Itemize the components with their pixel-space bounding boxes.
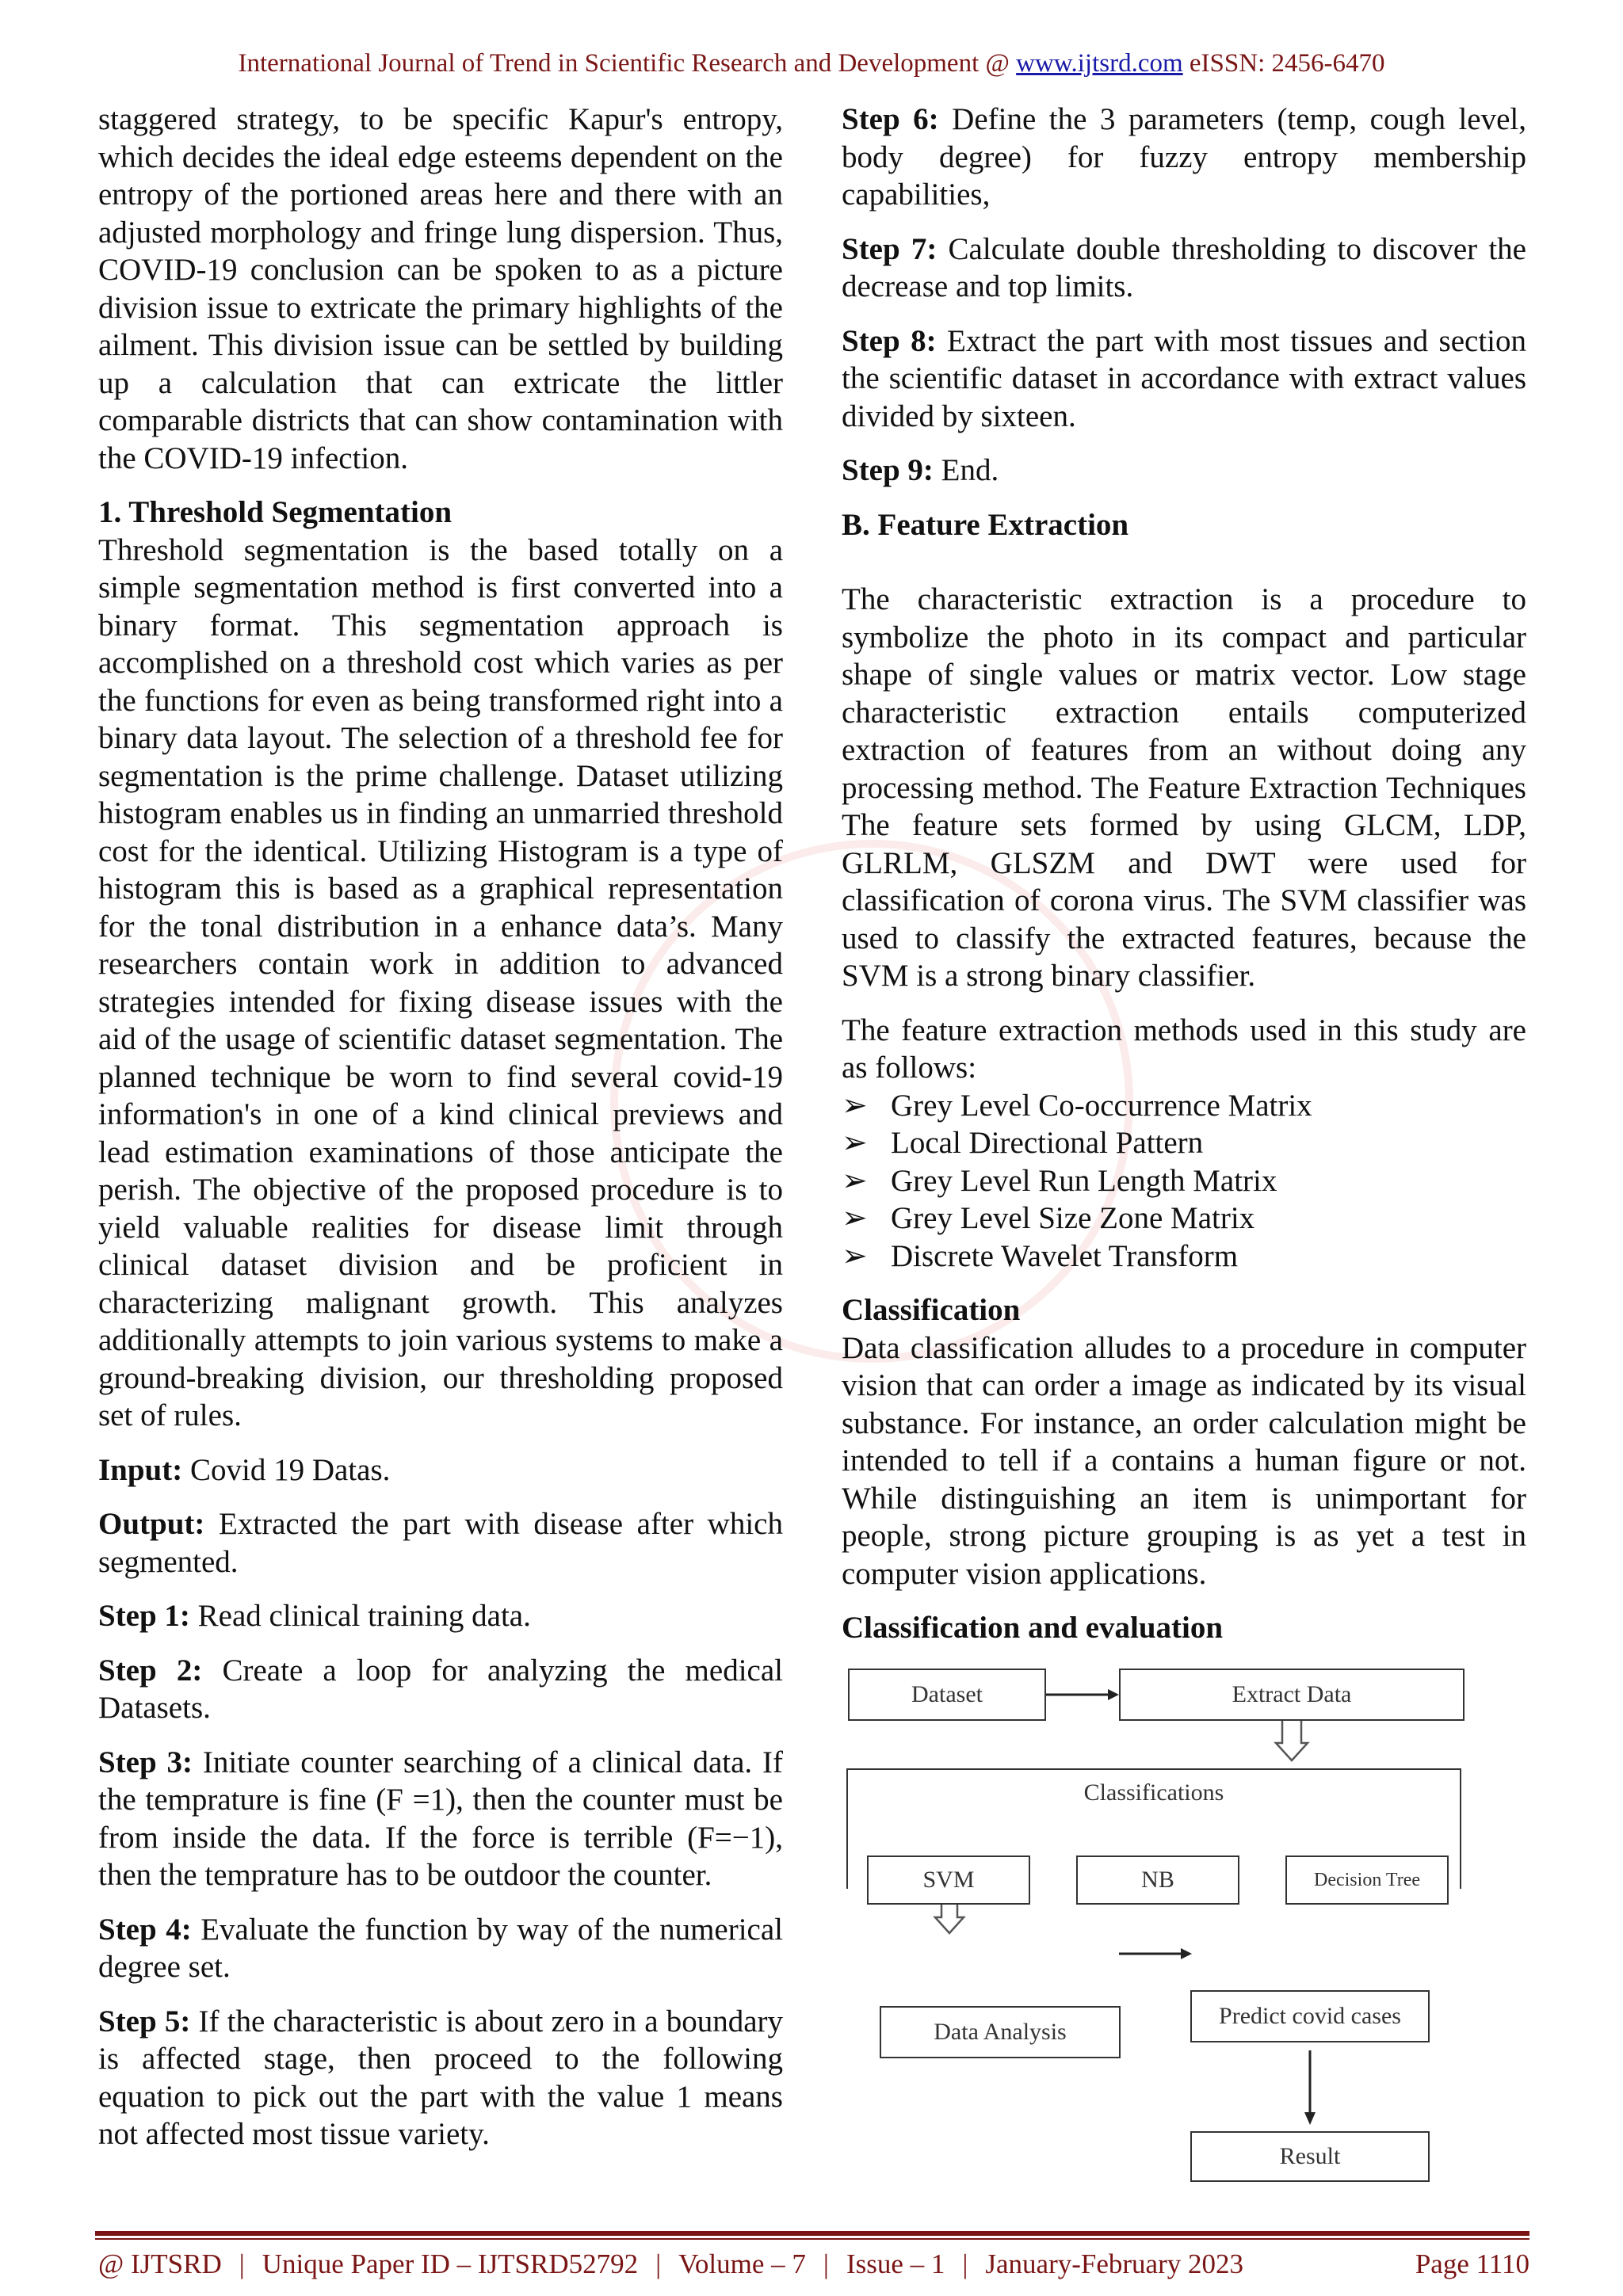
footer-separator: | <box>655 2248 662 2279</box>
arrow-bullet-icon: ➢ <box>842 1238 868 1273</box>
step-label: Step 4: <box>98 1912 192 1947</box>
arrow-bullet-icon: ➢ <box>842 1163 868 1198</box>
step-label: Step 2: <box>98 1653 203 1688</box>
output-line <box>98 1505 783 1581</box>
footer-separator: | <box>962 2248 968 2279</box>
list-item <box>842 1238 1526 1276</box>
arrow-bullet-icon: ➢ <box>842 1126 868 1160</box>
diagram-arrows <box>842 1664 1484 2187</box>
method-label: Discrete Wavelet Transform <box>891 1238 1239 1273</box>
footer-volume: Volume – 7 <box>678 2248 806 2279</box>
list-item <box>842 1087 1526 1125</box>
dataset-box: Dataset <box>848 1669 1046 1721</box>
method-label: Local Directional Pattern <box>891 1126 1204 1160</box>
step-5 <box>98 2003 783 2153</box>
step-label: Step 8: <box>842 323 937 358</box>
step-3 <box>98 1744 783 1894</box>
input-line <box>98 1451 783 1489</box>
methods-list <box>842 1087 1526 1276</box>
input-text: Covid 19 Datas. <box>182 1452 391 1487</box>
arrowhead <box>1181 1948 1192 1959</box>
svm-box: SVM <box>867 1855 1030 1905</box>
classification-paragraph: Data classification alludes to a procedure in computer vision that can order a image as indicated by its visual substance. For instance, an order calculation might be intended to tell if a contains a human figure or not. While distinguishing an item is unimportant for people, strong picture grouping is as yet a test in computer vision applications. <box>842 1330 1526 1591</box>
step-text: Create a loop for analyzing the medical Datasets. <box>98 1653 783 1725</box>
step-4 <box>98 1911 783 1986</box>
input-label: Input: <box>98 1452 183 1487</box>
arrow-bullet-icon: ➢ <box>842 1201 868 1235</box>
methods-intro: The feature extraction methods used in this study are as follows: <box>842 1013 1526 1085</box>
footer-issue: Issue – 1 <box>846 2248 945 2279</box>
right-column <box>842 101 1526 1647</box>
list-item <box>842 1124 1526 1162</box>
method-label: Grey Level Co-occurrence Matrix <box>891 1088 1312 1123</box>
step-text: If the characteristic is about zero in a boundary is affected stage, then proceed to the following equation to pick out the part with the value 1 means not affected most tissue variety. <box>98 2004 784 2151</box>
step-2 <box>98 1652 783 1727</box>
step-text: End. <box>933 453 999 487</box>
list-item <box>842 1162 1526 1200</box>
arrow-bullet-icon: ➢ <box>842 1088 868 1123</box>
left-column <box>98 101 783 2170</box>
footer-rule <box>95 2231 1529 2236</box>
step-text: Extract the part with most tissues and section the scientific dataset in accordance with extract values divided by sixteen. <box>842 323 1526 433</box>
feature-extraction-heading: B. Feature Extraction <box>842 507 1129 542</box>
footer-date: January-February 2023 <box>985 2248 1243 2279</box>
result-box: Result <box>1190 2131 1430 2182</box>
footer-rule-thin <box>95 2238 1529 2240</box>
data-analysis-box: Data Analysis <box>880 2006 1121 2058</box>
output-text: Extracted the part with disease after which segmented. <box>98 1507 783 1579</box>
step-text: Calculate double thresholding to discover the decrease and top limits. <box>842 231 1526 303</box>
journal-link[interactable]: www.ijtsrd.com <box>1016 49 1183 78</box>
step-text: Read clinical training data. <box>189 1599 531 1633</box>
step-7 <box>842 231 1526 306</box>
footer-paper-id: Unique Paper ID – IJTSRD52792 <box>262 2248 639 2279</box>
step-8 <box>842 322 1526 436</box>
step-text: Define the 3 parameters (temp, cough level, body degree) for fuzzy entropy membership capabilities, <box>842 102 1527 212</box>
spacer <box>842 543 1526 581</box>
method-label: Grey Level Size Zone Matrix <box>891 1201 1255 1235</box>
header-issn: eISSN: 2456-6470 <box>1182 49 1385 78</box>
intro-paragraph: staggered strategy, to be specific Kapur's entropy, which decides the ideal edge esteems dependent on the entropy of the portioned areas here and there with an adjusted morphology and fringe lung dispersion. Thus, COVID-19 conclusion can be spoken to as a picture division issue to extricate the primary highlights of the ailment. This division issue can be settled by building up a calculation that can extricate the littler comparable districts that can show contamination with the COVID-19 infection. <box>98 102 783 475</box>
list-item <box>842 1199 1526 1238</box>
nb-box: NB <box>1076 1855 1239 1905</box>
step-6 <box>842 101 1526 214</box>
footer-separator: | <box>823 2248 829 2279</box>
threshold-heading: 1. Threshold Segmentation <box>98 495 453 529</box>
step-1 <box>98 1597 783 1635</box>
step-9 <box>842 452 1526 490</box>
step-label: Step 9: <box>842 453 934 487</box>
header-text: International Journal of Trend in Scientific Research and Development @ <box>238 49 1017 78</box>
step-label: Step 6: <box>842 102 939 136</box>
footer-page-number: Page 1110 <box>1415 2248 1529 2279</box>
step-label: Step 3: <box>98 1745 193 1779</box>
hollow-arrow-extract-down <box>1276 1721 1308 1760</box>
journal-header <box>0 49 1623 78</box>
arrowhead <box>1108 1689 1119 1700</box>
predict-covid-box: Predict covid cases <box>1190 1990 1430 2042</box>
feature-paragraph: The characteristic extraction is a procedure to symbolize the photo in its compact and particular shape of single values or matrix vector. Low stage characteristic extraction entails computerized extraction of features from an without doing any processing method. The Feature Extraction Techniques The feature sets formed by using GLCM, LDP, GLRLM, GLSZM and DWT were used for classification of corona virus. The SVM classifier was used to classify the extracted features, because the SVM is a strong binary classifier. <box>842 582 1526 993</box>
extract-data-box: Extract Data <box>1119 1669 1465 1721</box>
footer-separator: | <box>239 2248 245 2279</box>
evaluation-heading: Classification and evaluation <box>842 1611 1224 1645</box>
decision-tree-box: Decision Tree <box>1285 1855 1449 1905</box>
step-text: Evaluate the function by way of the numerical degree set. <box>98 1912 783 1984</box>
output-label: Output: <box>98 1507 205 1541</box>
classification-flow-diagram <box>842 1664 1484 2187</box>
arrowhead <box>1304 2112 1316 2125</box>
method-label: Grey Level Run Length Matrix <box>891 1163 1277 1198</box>
footer-journal: @ IJTSRD <box>98 2248 222 2279</box>
classifications-label: Classifications <box>1083 1779 1224 1806</box>
hollow-arrow-svm-down <box>935 1905 964 1933</box>
step-label: Step 7: <box>842 231 938 266</box>
step-text: Initiate counter searching of a clinical data. If the temprature is fine (F =1), then the counter must be from inside the data. If the force is terrible (F=−1), then the temprature has to be outdoor the counter. <box>98 1745 783 1892</box>
page-footer <box>98 2248 1529 2280</box>
threshold-paragraph: Threshold segmentation is the based totally on a simple segmentation method is first converted into a binary format. This segmentation approach is accomplished on a threshold cost which varies as per the functions for even as being transformed right into a binary data layout. The selection of a threshold fee for segmentation is the prime challenge. Dataset utilizing histogram enables us in finding an unmarried threshold cost for the identical. Utilizing Histogram is a type of histogram this is based as a graphical representation for the tonal distribution in a enhance data’s. Many researchers contain work in addition to advanced strategies intended for fixing disease issues with the aid of the usage of scientific dataset segmentation. The planned technique be worn to find several covid-19 information's in one of a kind clinical previews and lead estimation examinations of those anticipate the perish. The objective of the proposed procedure is to yield valuable realities for disease limit through clinical dataset division and be proficient in characterizing malignant growth. This analyzes additionally attempts to join various systems to make a ground-breaking division, our thresholding proposed set of rules. <box>98 532 783 1432</box>
step-label: Step 5: <box>98 2004 191 2039</box>
classification-heading: Classification <box>842 1293 1021 1327</box>
step-label: Step 1: <box>98 1599 190 1633</box>
